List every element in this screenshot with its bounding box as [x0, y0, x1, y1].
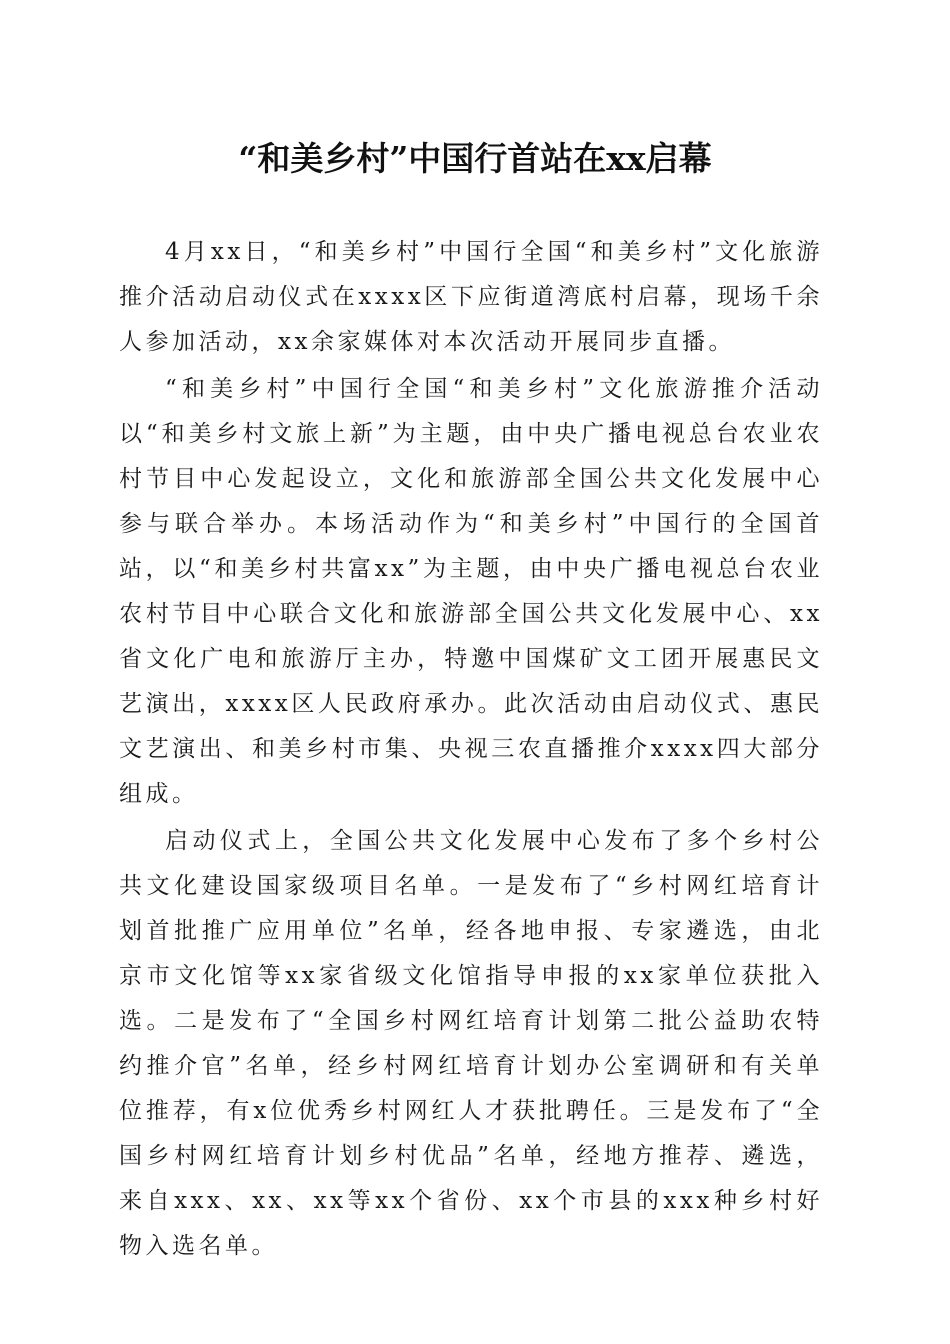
paragraph-1: 4月xx日，“和美乡村”中国行全国“和美乡村”文化旅游推介活动启动仪式在xxxx区下应街道湾底村启幕，现场千余人参加活动，xx余家媒体对本次活动开展同步直播。 [119, 239, 823, 355]
paragraph-2: “和美乡村”中国行全国“和美乡村”文化旅游推介活动以“和美乡村文旅上新”为主题，由中央广播电视总台农业农村节目中心发起设立，文化和旅游部全国公共文化发展中心参与联合举办。本场活动作为“和美乡村”中国行的全国首站，以“和美乡村共富xx”为主题，由中央广播电视总台农业农村节目中心联合文化和旅游部全国公共文化发展中心、xx省文化广电和旅游厅主办，特邀中国煤矿文工团开展惠民文艺演出，xxxx区人民政府承办。此次活动由启动仪式、惠民文艺演出、和美乡村市集、央视三农直播推介xxxx四大部分组成。 [119, 376, 823, 807]
paragraph-3: 启动仪式上，全国公共文化发展中心发布了多个乡村公共文化建设国家级项目名单。一是发布了“乡村网红培育计划首批推广应用单位”名单，经各地申报、专家遴选，由北京市文化馆等xx家省级文化馆指导申报的xx家单位获批入选。二是发布了“全国乡村网红培育计划第二批公益助农特约推介官”名单，经乡村网红培育计划办公室调研和有关单位推荐，有x位优秀乡村网红人才获批聘任。三是发布了“全国乡村网红培育计划乡村优品”名单，经地方推荐、遴选，来自xxx、xx、xx等xx个省份、xx个市县的xxx种乡村好物入选名单。 [119, 828, 823, 1259]
document-title: “和美乡村”中国行首站在xx启幕 [238, 139, 712, 178]
document-body [119, 230, 823, 1271]
